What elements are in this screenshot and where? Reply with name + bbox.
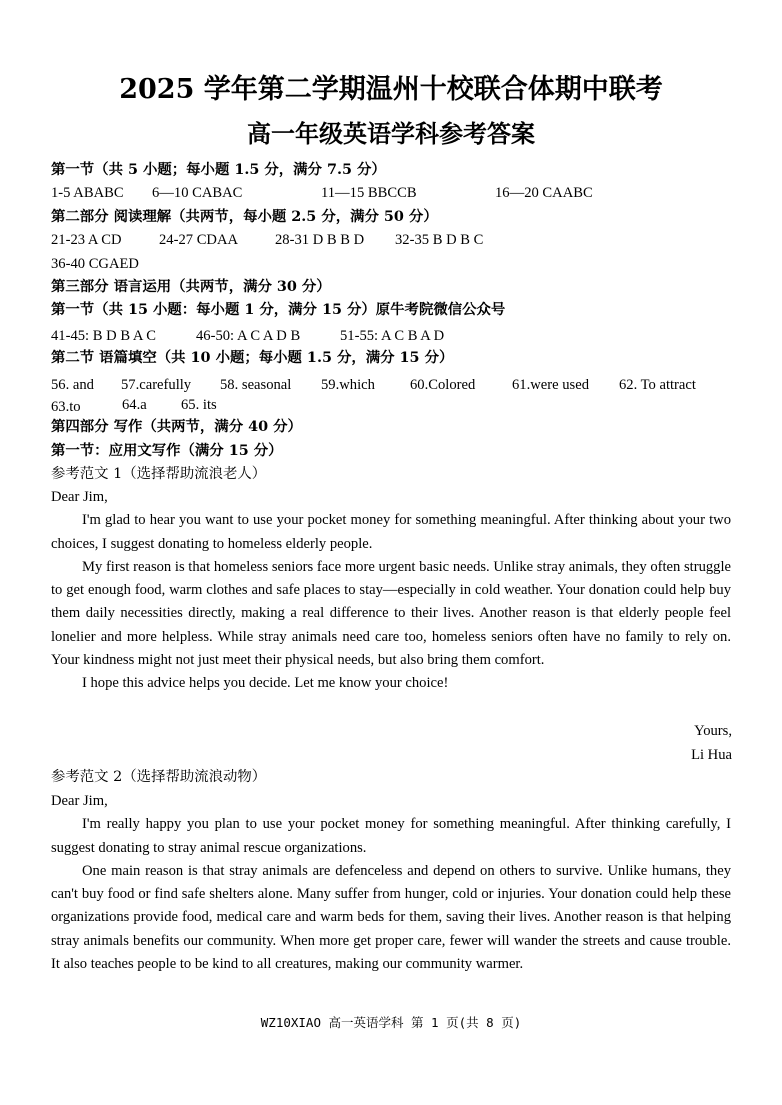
answer-group: 16—20 CAABC <box>495 185 593 201</box>
answer-item: 64.a <box>122 397 147 413</box>
part-4-heading: 第四部分 写作（共两节，满分 40 分） <box>51 418 302 435</box>
section-3-2-heading: 第二节 语篇填空（共 10 小题；每小题 1.5 分，满分 15 分） <box>51 349 454 366</box>
answer-group: 6—10 CABAC <box>152 185 243 201</box>
answer-group: 21-23 A CD <box>51 232 122 248</box>
answer-item: 56. and <box>51 377 94 393</box>
sample-2-label: 参考范文 2（选择帮助流浪动物） <box>51 769 267 785</box>
section-1-heading: 第一节（共 5 小题；每小题 1.5 分，满分 7.5 分） <box>51 161 386 178</box>
answer-item: 57.carefully <box>121 377 192 393</box>
sample-2-letter <box>51 790 731 976</box>
answer-item: 59.which <box>321 377 375 393</box>
answer-item: 60.Colored <box>410 377 476 393</box>
answer-group: 24-27 CDAA <box>159 232 239 248</box>
answer-group: 11—15 BBCCB <box>321 185 417 201</box>
answer-item: 65. its <box>181 397 217 413</box>
answer-item: 58. seasonal <box>220 377 292 393</box>
answer-group: 36-40 CGAED <box>51 256 139 272</box>
answer-group: 51-55: A C B A D <box>340 328 445 344</box>
part-2-heading: 第二部分 阅读理解（共两节，每小题 2.5 分，满分 50 分） <box>51 208 438 225</box>
letter-paragraph: I hope this advice helps you decide. Let me know your choice! <box>82 675 449 692</box>
letter-paragraph: One main reason is that stray animals are defenceless and depend on others to survive. Unlike humans, they can't buy food or find safe shelters alone. Many suffer from hunger, cold or injuries. Your donation could help these organizations provide food, medical care and warm beds for them, saving their lives. Another reason is that helping stray animals benefits our community. When more get proper care, fewer will wander the streets and cause trouble. It also teaches people to be kind to all creatures, making our community warmer. <box>51 862 731 973</box>
letter-closing: Yours, <box>694 723 732 739</box>
answer-group: 28-31 D B B D <box>275 232 365 248</box>
answer-group: 41-45: B D B A C <box>51 328 157 344</box>
letter-paragraph: I'm glad to hear you want to use your pocket money for something meaningful. After thinking about your two choices, I suggest donating to homeless elderly people. <box>51 512 731 552</box>
letter-paragraph: My first reason is that homeless seniors face more urgent basic needs. Unlike stray animals, they often struggle to get enough food, warm clothes and safe places to stay—especially in cold weather. Your donation could help buy them daily necessities directly, making a real difference to their lives. Another reason is that elderly people feel lonelier and more helpless. While stray animals need care too, homeless seniors often have no family to rely on. Your kindness might not just meet their physical needs, but also bring them comfort. <box>51 558 731 669</box>
letter-greeting: Dear Jim, <box>51 793 108 809</box>
letter-greeting: Dear Jim, <box>51 489 108 505</box>
sample-1-label: 参考范文 1（选择帮助流浪老人） <box>51 466 267 482</box>
document-subtitle: 高一年级英语学科参考答案 <box>247 119 535 148</box>
answer-item: 61.were used <box>512 377 589 393</box>
section-4-1-heading: 第一节：应用文写作（满分 15 分） <box>51 442 283 459</box>
sample-1-letter <box>51 486 731 696</box>
answer-group: 1-5 ABABC <box>51 185 124 201</box>
answer-group: 32-35 B D B C <box>395 232 484 248</box>
document-title: 2025 学年第二学期温州十校联合体期中联考 <box>119 74 663 105</box>
answer-item: 63.to <box>51 399 81 415</box>
part-3-heading: 第三部分 语言运用（共两节，满分 30 分） <box>51 278 331 295</box>
letter-signature: Li Hua <box>691 747 732 763</box>
answer-item: 62. To attract <box>619 377 696 393</box>
page-footer: WZ10XIAO 高一英语学科 第 1 页(共 8 页) <box>260 1015 522 1030</box>
answer-group: 46-50: A C A D B <box>196 328 301 344</box>
letter-paragraph: I'm really happy you plan to use your pocket money for something meaningful. After thinking carefully, I suggest donating to stray animal rescue organizations. <box>51 816 731 856</box>
section-3-1-heading: 第一节（共 15 小题：每小题 1 分，满分 15 分）原牛考院微信公众号 <box>51 301 506 318</box>
